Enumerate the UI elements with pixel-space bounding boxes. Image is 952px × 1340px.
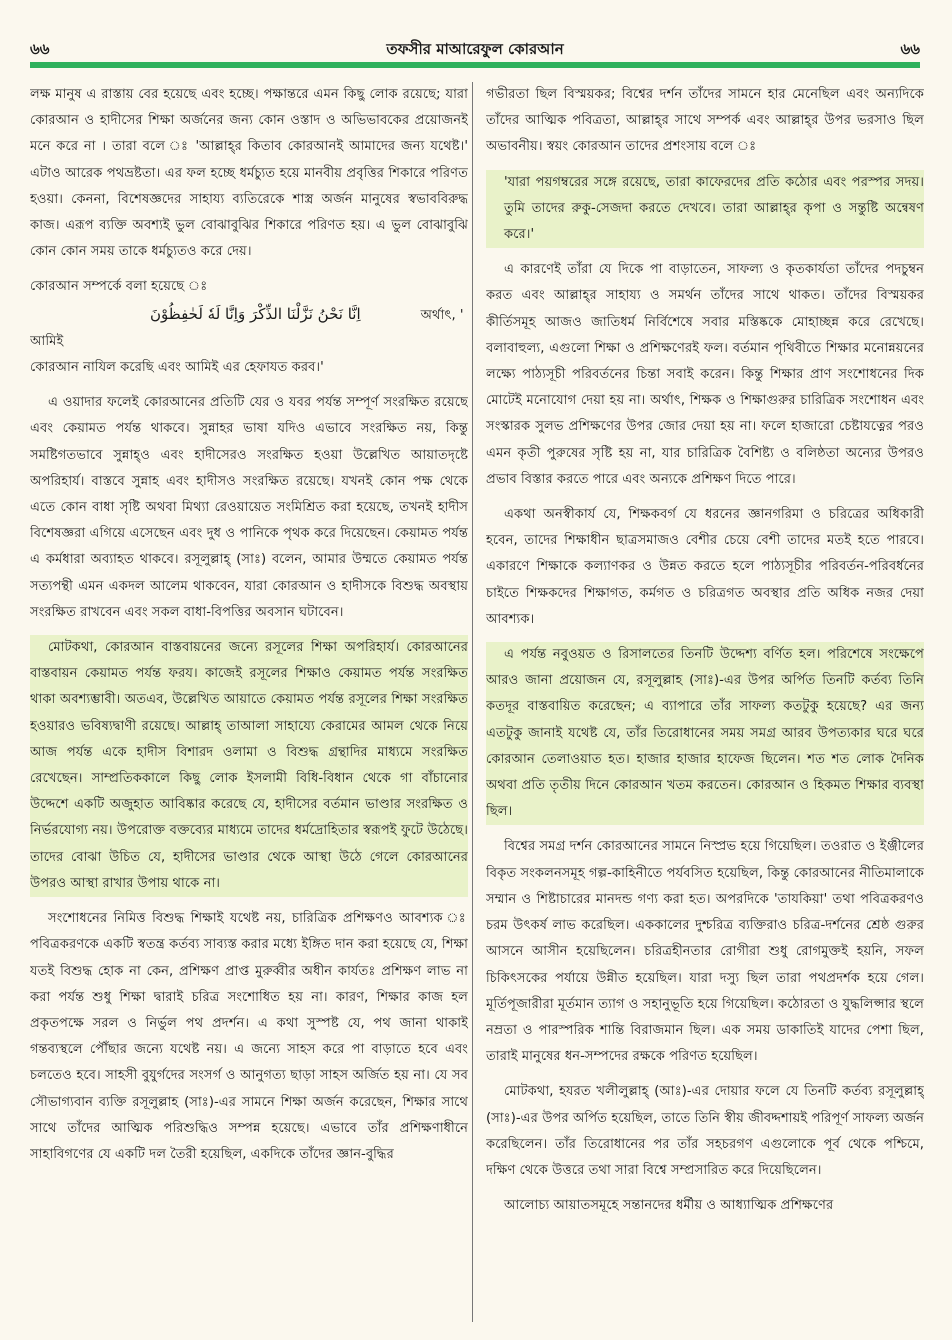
column-divider — [472, 82, 473, 1322]
header-rule — [30, 62, 920, 68]
paragraph: এ ওয়াদার ফলেই কোরআনের প্রতিটি যের ও যবর পর্যন্ত সম্পূর্ণ সংরক্ষিত রয়েছে এবং কেয়ামত পর্যন্ত থাকবে। সুন্নাহর ভাষা যদিও এভাবে সংরক্ষিত নয়, কিন্তু সমষ্টিগতভাবে সুন্নাহ্‌ও এবং হাদীসেরও সংরক্ষিত হওয়া উল্লেখিত আয়াতদৃষ্টে অপরিহার্য। বাস্তবে সুন্নাহ এবং হাদীসও সংরক্ষিত রয়েছে। যখনই কোন পক্ষ থেকে এতে কোন বাধা সৃষ্টি অথবা মিথ্যা রেওয়ায়েত সংমিশ্রিত করা হয়েছে, তখনই হাদীস বিশেষজ্ঞরা এগিয়ে এসেছেন এবং দুধ ও পানিকে পৃথক করে দিয়েছেন। কেয়ামত পর্যন্ত এ কর্মধারা অব্যাহত থাকবে। রসূলুল্লাহ্ (সাঃ) বলেন, আমার উম্মতে কেয়ামত পর্যন্ত সত্যপন্থী এমন একদল আলেম থাকবেন, যারা কোরআন ও হাদীসকে বিশুদ্ধ অবস্থায় সংরক্ষিত রাখবেন এবং সকল বাধা-বিপত্তির অবসান ঘটাবেন। — [30, 395, 468, 620]
paragraph: আলোচ্য আয়াতসমূহে সন্তানদের ধর্মীয় ও আধ্যাত্মিক প্রশিক্ষণের — [504, 1198, 834, 1214]
quotation: 'যারা পয়গম্বরের সঙ্গে রয়েছে, তারা কাফেরদের প্রতি কঠোর এবং পরস্পর সদয়। তুমি তাদের রুকু-সেজদা করতে দেখবে। তারা আল্লাহ্‌র কৃপা ও সন্তুষ্টি অন্বেষণ করে।' — [486, 170, 924, 249]
paragraph: কোরআন নাযিল করেছি এবং আমিই এর হেফাযত করব।' — [30, 360, 324, 376]
paragraph: সংশোধনের নিমিত্ত বিশুদ্ধ শিক্ষাই যথেষ্ট নয়, চারিত্রিক প্রশিক্ষণও আবশ্যক ঃ পবিত্রকরণকে একটি স্বতন্ত্র কর্তব্য সাব্যস্ত করার মধ্যে ইঙ্গিত দান করা হয়েছে যে, শিক্ষা যতই বিশুদ্ধ হোক না কেন, প্রশিক্ষণ প্রাপ্ত মুরুব্বীর অধীন কার্যতঃ প্রশিক্ষণ লাভ না করা পর্যন্ত শুধু শিক্ষা দ্বারাই চরিত্র সংশোধিত হয় না। কারণ, শিক্ষার কাজ হল প্রকৃতপক্ষে সরল ও নির্ভুল পথ প্রদর্শন। এ কথা সুস্পষ্ট যে, পথ জানা থাকাই গন্তব্যস্থলে পৌঁছার জন্যে যথেষ্ট নয়। এ জন্যে সাহস করে পা বাড়াতে হবে এবং চলতেও হবে। সাহসী বুযুর্গদের সংসর্গ ও আনুগত্য ছাড়া সাহস অর্জিত হয় না। যে সব সৌভাগ্যবান ব্যক্তি রসূলুল্লাহ (সাঃ)-এর সামনে শিক্ষা অর্জন করেছেন, শিক্ষার সাথে সাথে তাঁদের আত্মিক পরিশুদ্ধিও সম্পন্ন হয়েছে। এভাবে তাঁর প্রশিক্ষণাধীনে সাহাবিগণের যে একটি দল তৈরী হয়েছিল, একদিকে তাঁদের জ্ঞান-বুদ্ধির — [30, 911, 468, 1162]
arabic-verse-line — [30, 301, 468, 355]
paragraph: গভীরতা ছিল বিস্ময়কর; বিশ্বের দর্শন তাঁদের সামনে হার মেনেছিল এবং অন্যদিকে তাঁদের আত্মিক পবিত্রতা, আল্লাহ্‌র সাথে সম্পর্ক এবং আল্লাহ্‌র উপর ভরসাও ছিল অভাবনীয়। স্বয়ং কোরআন তাদের প্রশংসায় বলে ঃ — [486, 87, 924, 155]
left-column — [30, 82, 468, 1322]
paragraph: একথা অনস্বীকার্য যে, শিক্ষকবর্গ যে ধরনের জ্ঞানগরিমা ও চরিত্রের অধিকারী হবেন, তাদের শিক্ষাধীন ছাত্রসমাজও বেশীর চেয়ে বেশী তাদের মতই হতে পারবে। একারণে শিক্ষাকে কল্যাণকর ও উন্নত করতে হলে পাঠ্যসূচীর পরিবর্তন-পরিবর্ধনের চাইতে শিক্ষকদের শিক্ষাগত, কর্মগত ও চরিত্রগত অবস্থার প্রতি অধিক নজর দেয়া আবশ্যক। — [486, 507, 924, 627]
paragraph: এ পর্যন্ত নবুওয়ত ও রিসালতের তিনটি উদ্দেশ্য বর্ণিত হল। পরিশেষে সংক্ষেপে আরও জানা প্রয়োজন যে, রসূলুল্লাহ (সাঃ)-এর উপর অর্পিত তিনটি কর্তব্য তিনি কতদূর বাস্তবায়িত করেছেন; এ ব্যাপারে তাঁর সাফল্য কতটুকু হয়েছে? এর জন্য এতটুকু জানাই যথেষ্ট যে, তাঁর তিরোধানের সময় সমগ্র আরব উপত্যকার ঘরে ঘরে কোরআন তেলাওয়াত হত। হাজার হাজার হাফেজ ছিলেন। শত শত লোক দৈনিক অথবা প্রতি তৃতীয় দিনে কোরআন খতম করতেন। কোরআন ও হিকমত শিক্ষার ব্যবস্থা ছিল। — [486, 642, 924, 825]
running-title: তফসীর মাআরেফুল কোরআন — [386, 40, 564, 58]
page-number-right: ৬৬ — [900, 40, 920, 58]
page-header — [30, 34, 920, 60]
paragraph: বিশ্বের সমগ্র দর্শন কোরআনের সামনে নিস্প্রভ হয়ে গিয়েছিল। তওরাত ও ইঞ্জীলের বিকৃত সংকলনসমূহ গল্প-কাহিনীতে পর্যবসিত হয়েছিল, কিন্তু কোরআনের নীতিমালাকে সম্মান ও শিষ্টাচারের মানদন্ড গণ্য করা হত। অপরদিকে 'তাযকিয়া' তথা পবিত্রকরণও চরম উৎকর্ষ লাভ করেছিল। এককালের দুশ্চরিত্র ব্যক্তিরাও চরিত্র-দর্শনের শ্রেষ্ঠ গুরুর আসনে আসীন হয়েছিলেন। চরিত্রহীনতার রোগীরা শুধু রোগমুক্তই হয়নি, সফল চিকিৎসকের পর্যায়ে উন্নীত হয়েছিল। যারা দস্যু ছিল তারা পথপ্রদর্শক হয়ে গেল। মূর্তিপূজারীরা মূর্তমান ত্যাগ ও সহানুভূতি হয়ে গিয়েছিল। কঠোরতা ও যুদ্ধলিপ্সার স্থলে নম্রতা ও পারস্পরিক শান্তি বিরাজমান ছিল। এক সময় ডাকাতিই যাদের পেশা ছিল, তারাই মানুষের ধন-সম্পদের রক্ষকে পরিণত হয়েছিল। — [486, 839, 924, 1065]
paragraph: কোরআন সম্পর্কে বলা হয়েছে ঃ — [30, 279, 208, 295]
page-number-left: ৬৬ — [30, 40, 50, 58]
paragraph: মোটকথা, কোরআন বাস্তবায়নের জন্যে রসূলের শিক্ষা অপরিহার্য। কোরআনের বাস্তবায়ন কেয়ামত পর্যন্ত ফরয। কাজেই রসূলের শিক্ষাও কেয়ামত পর্যন্ত সংরক্ষিত থাকা অবশ্যম্ভাবী। অতএব, উল্লেখিত আয়াতে কেয়ামত পর্যন্ত রসূলের শিক্ষা সংরক্ষিত হওয়ারও ভবিষ্যদ্বাণী রয়েছে। আল্লাহ্ তাআলা সাহায্যে কেরামের আমল থেকে নিয়ে আজ পর্যন্ত একে হাদীস বিশারদ ওলামা ও বিশুদ্ধ গ্রন্থাদির মাধ্যমে সংরক্ষিত রেখেছেন। সাম্প্রতিককালে কিছু লোক ইসলামী বিধি-বিধান থেকে গা বাঁচানোর উদ্দেশে একটি অজুহাত আবিষ্কার করেছে যে, হাদীসের বর্তমান ভাণ্ডার সংরক্ষিত ও নির্ভরযোগ্য নয়। উপরোক্ত বক্তব্যের মাধ্যমে তাদের ধর্মদ্রোহিতার স্বরূপই ফুটে উঠেছে। তাদের বোঝা উচিত যে, হাদীসের ভাণ্ডার থেকে আস্থা উঠে গেলে কোরআনের উপরও আস্থা রাখার উপায় থাকে না। — [30, 635, 468, 897]
right-column — [486, 82, 924, 1322]
paragraph: লক্ষ মানুষ এ রাস্তায় বের হয়েছে এবং হচ্ছে। পক্ষান্তরে এমন কিছু লোক রয়েছে; যারা কোরআন ও হাদীসের শিক্ষা অর্জনের জন্য কোন ওস্তাদ ও অভিভাবকের প্রয়োজনই মনে করে না । তারা বলে ঃ 'আল্লাহ্‌র কিতাব কোরআনই আমাদের জন্য যথেষ্ট।' এটাও আরেক পথভ্রষ্টতা। এর ফল হচ্ছে ধর্মচ্যুত হয়ে মানবীয় প্রবৃত্তির শিকারে পরিণত হওয়া। কেননা, বিশেষজ্ঞদের সাহায্য ব্যতিরেকে শাস্ত্র অর্জন মানুষের স্বভাববিরুদ্ধ কাজ। এরূপ ব্যক্তি অবশ্যই ভুল বোঝাবুঝির শিকারে পরিণত হয়। এ ভুল বোঝাবুঝি কোন কোন সময় তাকে ধর্মচ্যুতও করে দেয়। — [30, 87, 468, 260]
verse-meaning-start: অর্থাৎ, ' আমিই — [30, 307, 464, 349]
paragraph: মোটকথা, হযরত খলীলুল্লাহ্ (আঃ)-এর দোয়ার ফলে যে তিনটি কর্তব্য রসূলুল্লাহ্ (সাঃ)-এর উপর অর্পিত হয়েছিল, তাতে তিনি স্বীয় জীবদ্দশায়ই পরিপূর্ণ সাফল্য অর্জন করেছিলেন। তাঁর তিরোধানের পর তাঁর সহচরগণ এগুলোকে পূর্ব থেকে পশ্চিমে, দক্ষিণ থেকে উত্তরে তথা সারা বিশ্বে সম্প্রসারিত করে দিয়েছিলেন। — [486, 1084, 924, 1178]
paragraph: এ কারণেই তাঁরা যে দিকে পা বাড়াতেন, সাফল্য ও কৃতকার্যতা তাঁদের পদচুম্বন করত এবং আল্লাহ্‌র সাহায্য ও সমর্থন তাঁদের সাথে থাকত। তাঁদের বিস্ময়কর কীর্তিসমূহ আজও জাতিধর্ম নির্বিশেষে সবার মস্তিষ্ককে মোহাচ্ছন্ন করে রেখেছে। বলাবাহুল্য, এগুলো শিক্ষা ও প্রশিক্ষণেরই ফল। বর্তমান পৃথিবীতে শিক্ষার মনোন্নয়নের লক্ষ্যে পাঠ্যসূচী পরিবর্তনের চিন্তা সবাই করেন। কিন্তু শিক্ষার প্রাণ সংশোধনের দিক মোটেই মনোযোগ দেয়া হয় না। অর্থাৎ, শিক্ষক ও শিক্ষাগুরুর চারিত্রিক সংশোধন এবং সংস্কারক সুলভ প্রশিক্ষণের উপর জোর দেয়া হয় না। ফলে হাজারো চেষ্টাযত্নের পরও এমন কৃতী পুরুষের সৃষ্টি হয় না, যার চারিত্রিক বৈশিষ্ট্য ও বলিষ্ঠতা অন্যের উপরও প্রভাব বিস্তার করতে পারে এবং অন্যকে প্রশিক্ষণ দিতে পারে। — [486, 262, 924, 487]
arabic-verse: اِنَّا نَحْنُ نَزَّلْنَا الذِّكْرَ وَاِنَّا لَهٗ لَحٰفِظُوْنَ — [150, 304, 361, 323]
